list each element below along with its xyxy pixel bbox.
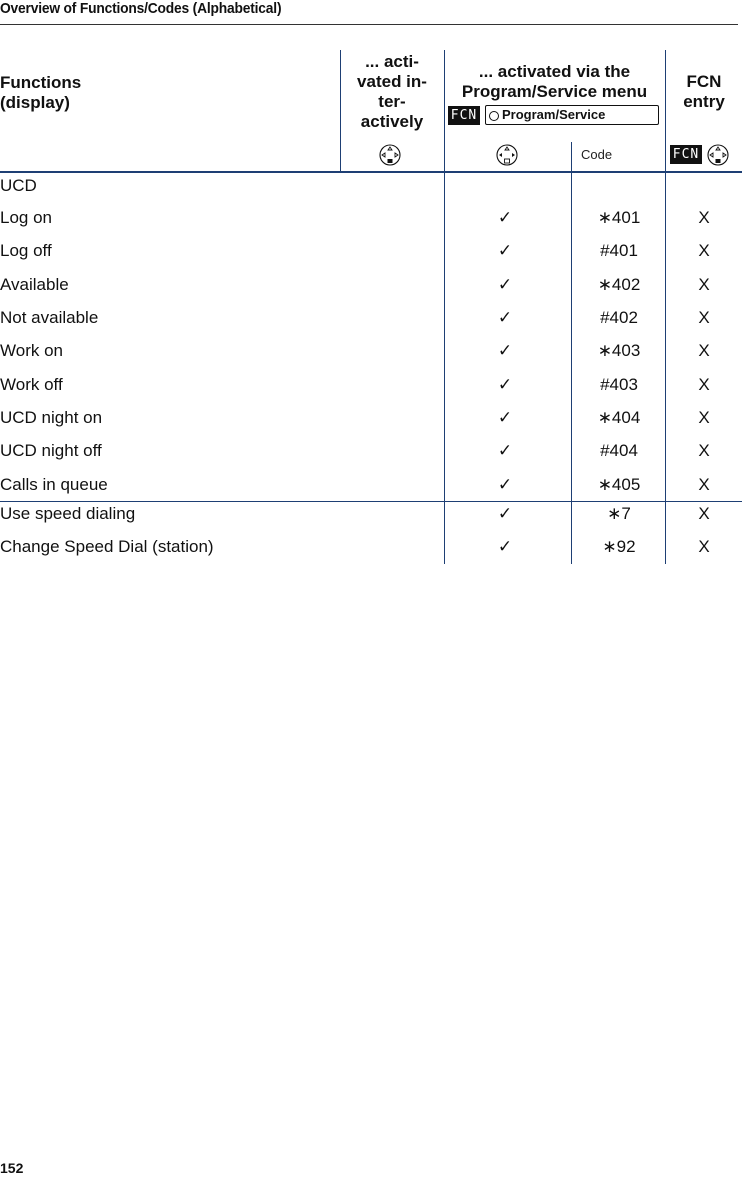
table-row bbox=[0, 374, 742, 404]
fcn-entry-mark: X bbox=[698, 441, 710, 460]
fcn-entry-mark: X bbox=[698, 504, 710, 523]
fcn-entry-mark: X bbox=[698, 375, 710, 394]
header-interactive-line: ter- bbox=[378, 92, 406, 111]
program-service-label: Program/Service bbox=[502, 107, 606, 122]
fcn-entry-mark: X bbox=[698, 475, 710, 494]
circle-icon bbox=[489, 111, 499, 121]
function-code: #401 bbox=[600, 241, 638, 260]
header-fcn-entry bbox=[666, 72, 742, 112]
function-name: Available bbox=[0, 275, 69, 294]
checkmark-icon: ✓ bbox=[497, 275, 513, 294]
function-name: Log on bbox=[0, 208, 52, 227]
checkmark-icon: ✓ bbox=[497, 308, 513, 327]
function-name: Log off bbox=[0, 241, 52, 260]
page-title: Overview of Functions/Codes (Alphabetical) bbox=[0, 0, 282, 17]
checkmark-icon: ✓ bbox=[497, 375, 513, 394]
header-interactive-line: vated in- bbox=[357, 72, 427, 91]
table-row bbox=[0, 536, 742, 566]
fcn-entry-mark: X bbox=[698, 408, 710, 427]
fcn-entry-mark: X bbox=[698, 341, 710, 360]
function-code: ∗405 bbox=[597, 475, 641, 494]
code-column-label: Code bbox=[581, 147, 613, 162]
fcn-entry-mark: X bbox=[698, 537, 710, 556]
checkmark-icon: ✓ bbox=[497, 208, 513, 227]
checkmark-icon: ✓ bbox=[497, 408, 513, 427]
navigation-pad-icon bbox=[496, 144, 518, 166]
function-code: #404 bbox=[600, 441, 638, 460]
function-name: Work on bbox=[0, 341, 63, 360]
checkmark-icon: ✓ bbox=[497, 475, 513, 494]
function-name: Not available bbox=[0, 308, 99, 327]
table-row bbox=[0, 240, 742, 270]
table-row bbox=[0, 207, 742, 237]
table-row bbox=[0, 440, 742, 470]
checkmark-icon: ✓ bbox=[497, 504, 513, 523]
program-service-box bbox=[485, 105, 659, 125]
header-functions-label: Functions bbox=[0, 73, 82, 92]
function-code: ∗401 bbox=[597, 208, 641, 227]
table-row bbox=[0, 340, 742, 370]
function-name: Calls in queue bbox=[0, 475, 108, 494]
table-row bbox=[0, 274, 742, 304]
header-fcn-line: entry bbox=[683, 92, 725, 111]
function-name: Use speed dialing bbox=[0, 504, 136, 523]
header-functions bbox=[0, 73, 81, 113]
header-menu bbox=[444, 62, 665, 102]
checkmark-icon: ✓ bbox=[497, 341, 513, 360]
fcn-key-icon: FCN bbox=[448, 106, 480, 125]
header-menu-line: ... activated via the bbox=[478, 62, 631, 81]
function-code: ∗402 bbox=[597, 275, 641, 294]
function-code: #402 bbox=[600, 308, 638, 327]
table-row bbox=[0, 503, 742, 533]
function-code: #403 bbox=[600, 375, 638, 394]
function-name: UCD bbox=[0, 176, 37, 195]
navigation-pad-icon bbox=[379, 144, 401, 166]
fcn-key-icon: FCN bbox=[670, 145, 702, 164]
fcn-entry-mark: X bbox=[698, 241, 710, 260]
function-code: ∗403 bbox=[597, 341, 641, 360]
table-row bbox=[0, 474, 742, 504]
fcn-entry-mark: X bbox=[698, 308, 710, 327]
function-name: Change Speed Dial (station) bbox=[0, 537, 214, 556]
header-menu-line: Program/Service menu bbox=[461, 82, 648, 101]
function-name: UCD night on bbox=[0, 408, 103, 427]
navigation-pad-icon bbox=[707, 144, 729, 166]
table-row bbox=[0, 307, 742, 337]
table-row bbox=[0, 175, 742, 205]
table-row bbox=[0, 407, 742, 437]
page-number: 152 bbox=[0, 1160, 24, 1176]
header-functions-sublabel: (display) bbox=[0, 93, 70, 112]
header-interactive bbox=[340, 52, 444, 132]
function-name: Work off bbox=[0, 375, 63, 394]
function-code: ∗7 bbox=[607, 504, 631, 523]
function-name: UCD night off bbox=[0, 441, 102, 460]
header-interactive-line: actively bbox=[360, 112, 424, 131]
checkmark-icon: ✓ bbox=[497, 537, 513, 556]
checkmark-icon: ✓ bbox=[497, 441, 513, 460]
function-code: ∗404 bbox=[597, 408, 641, 427]
checkmark-icon: ✓ bbox=[497, 241, 513, 260]
header-interactive-line: ... acti- bbox=[365, 52, 419, 71]
header-divider bbox=[0, 171, 742, 173]
page-header bbox=[0, 0, 738, 25]
fcn-entry-mark: X bbox=[698, 275, 710, 294]
fcn-entry-mark: X bbox=[698, 208, 710, 227]
header-fcn-line: FCN bbox=[686, 72, 722, 91]
function-code: ∗92 bbox=[602, 537, 636, 556]
